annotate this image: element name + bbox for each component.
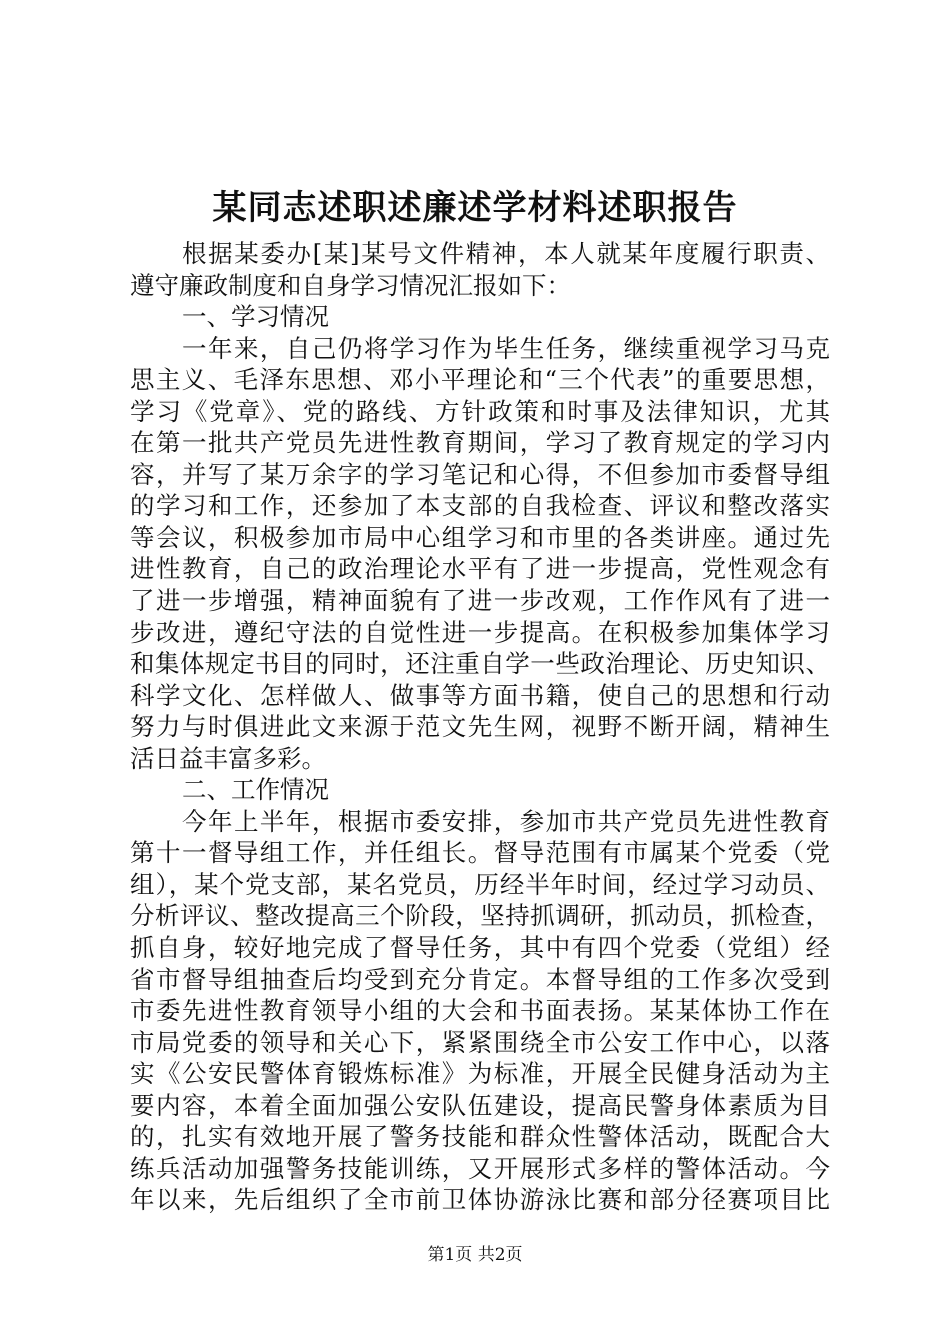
paragraph-line: 市委先进性教育领导小组的大会和书面表扬。某某体协工作在 bbox=[130, 996, 830, 1026]
paragraph-line: 分析评议、整改提高三个阶段，坚持抓调研，抓动员，抓检查， bbox=[130, 901, 830, 931]
paragraph-line: 要内容，本着全面加强公安队伍建设，提高民警身体素质为目 bbox=[130, 1090, 830, 1120]
paragraph-line: 等会议，积极参加市局中心组学习和市里的各类讲座。通过先 bbox=[130, 522, 830, 552]
paragraph-line: 努力与时俱进此文来源于范文先生网，视野不断开阔，精神生 bbox=[130, 712, 830, 742]
paragraph-line: 实《公安民警体育锻炼标准》为标准，开展全民健身活动为主 bbox=[130, 1059, 830, 1089]
paragraph-line: 组），某个党支部，某名党员，历经半年时间，经过学习动员、 bbox=[130, 869, 830, 899]
paragraph-line: 的学习和工作，还参加了本支部的自我检查、评议和整改落实 bbox=[130, 491, 830, 521]
paragraph-line: 进性教育，自己的政治理论水平有了进一步提高，党性观念有 bbox=[130, 554, 830, 584]
paragraph-line: 练兵活动加强警务技能训练，又开展形式多样的警体活动。今 bbox=[130, 1153, 830, 1183]
paragraph-line: 一年来，自己仍将学习作为毕生任务，继续重视学习马克 bbox=[182, 333, 830, 363]
page-number: 第1页 共2页 bbox=[427, 1245, 523, 1265]
paragraph-line: 科学文化、怎样做人、做事等方面书籍，使自己的思想和行动 bbox=[130, 680, 830, 710]
section-heading: 一、学习情况 bbox=[182, 302, 329, 332]
paragraph-line: 和集体规定书目的同时，还注重自学一些政治理论、历史知识、 bbox=[130, 649, 830, 679]
paragraph-line: 遵守廉政制度和自身学习情况汇报如下： bbox=[130, 270, 571, 300]
paragraph-line: 的，扎实有效地开展了警务技能和群众性警体活动，既配合大 bbox=[130, 1122, 830, 1152]
document-body bbox=[130, 238, 830, 1216]
paragraph-line: 省市督导组抽查后均受到充分肯定。本督导组的工作多次受到 bbox=[130, 964, 830, 994]
paragraph-line: 容，并写了某万余字的学习笔记和心得，不但参加市委督导组 bbox=[130, 459, 830, 489]
paragraph-line: 第十一督导组工作，并任组长。督导范围有市属某个党委（党 bbox=[130, 838, 830, 868]
section-heading: 二、工作情况 bbox=[182, 775, 329, 805]
paragraph-line: 思主义、毛泽东思想、邓小平理论和“三个代表”的重要思想， bbox=[130, 365, 830, 395]
paragraph-line: 了进一步增强，精神面貌有了进一步改观，工作作风有了进一 bbox=[130, 586, 830, 616]
paragraph-line: 步改进，遵纪守法的自觉性进一步提高。在积极参加集体学习 bbox=[130, 617, 830, 647]
paragraph-line: 今年上半年，根据市委安排，参加市共产党员先进性教育 bbox=[182, 806, 830, 836]
paragraph-line: 年以来，先后组织了全市前卫体协游泳比赛和部分径赛项目比 bbox=[130, 1185, 830, 1215]
paragraph-line: 抓自身，较好地完成了督导任务，其中有四个党委（党组）经 bbox=[130, 933, 830, 963]
document-title: 某同志述职述廉述学材料述职报告 bbox=[212, 188, 738, 228]
paragraph-line: 市局党委的领导和关心下，紧紧围绕全市公安工作中心，以落 bbox=[130, 1027, 830, 1057]
paragraph-line: 根据某委办[某]某号文件精神，本人就某年度履行职责、 bbox=[182, 239, 830, 268]
paragraph-line: 学习《党章》、党的路线、方针政策和时事及法律知识，尤其 bbox=[130, 396, 830, 426]
paragraph-line: 活日益丰富多彩。 bbox=[130, 743, 326, 773]
paragraph-line: 在第一批共产党员先进性教育期间，学习了教育规定的学习内 bbox=[130, 428, 830, 458]
